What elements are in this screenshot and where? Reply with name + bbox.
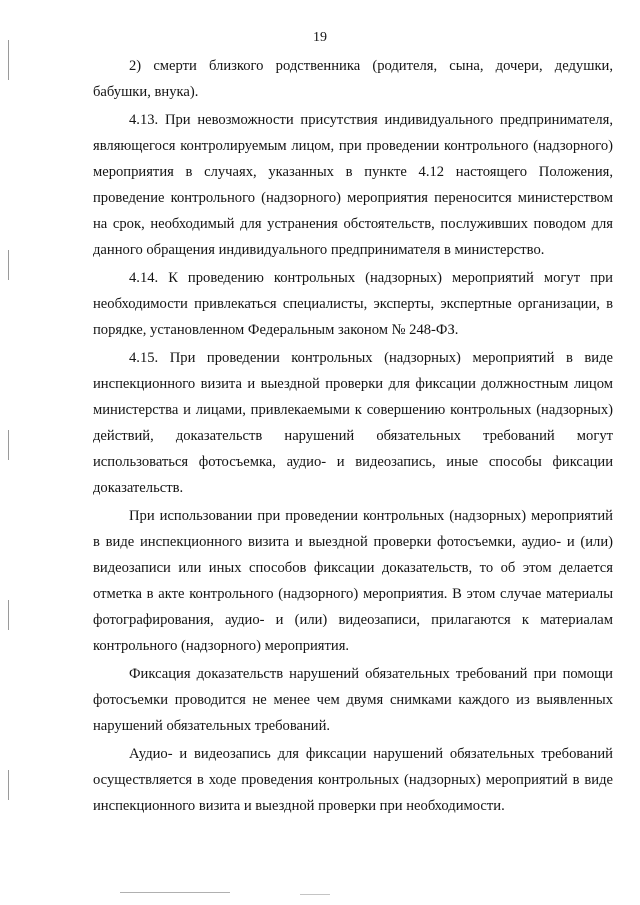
paragraph-photo-fixation: Фиксация доказательств нарушений обязательных требований при помощи фотосъемки проводится не менее чем двумя снимками каждого из выявленных нарушений обязательных требований. (93, 666, 613, 734)
paragraph-item-2: 2) смерти близкого родственника (родителя, сына, дочери, дедушки, бабушки, внука). (93, 58, 613, 100)
paragraph-4-13: 4.13. При невозможности присутствия индивидуального предпринимателя, являющегося контролируемым лицом, при проведении контрольного (надзорного) мероприятия в случаях, указанных в пункте 4.12 настоящего Положения, проведение контрольного (надзорного) мероприятия переносится министерством на срок, необходимый для устранения обстоятельств, послуживших поводом для данного обращения индивидуального предпринимателя в министерство. (93, 112, 613, 258)
document-body (93, 53, 613, 819)
scan-artifact-line (120, 892, 230, 893)
scan-artifact-line (8, 770, 9, 800)
scan-artifact-line (8, 430, 9, 460)
scan-artifact-line (8, 250, 9, 280)
scan-artifact-line (8, 40, 9, 80)
paragraph-4-15: 4.15. При проведении контрольных (надзорных) мероприятий в виде инспекционного визита и выездной проверки для фиксации должностным лицом министерства и лицами, привлекаемыми к совершению контрольных (надзорных) действий, доказательств нарушений обязательных требований могут использоваться фотосъемка, аудио- и видеозапись, иные способы фиксации доказательств. (93, 350, 613, 496)
scan-artifact-line (300, 894, 330, 895)
paragraph-4-14: 4.14. К проведению контрольных (надзорных) мероприятий могут при необходимости привлекаться специалисты, эксперты, экспертные организации, в порядке, установленном Федеральным законом № 248-ФЗ. (93, 270, 613, 338)
paragraph-recording-usage: При использовании при проведении контрольных (надзорных) мероприятий в виде инспекционного визита и выездной проверки фотосъемки, аудио- и (или) видеозаписи или иных способов фиксации доказательств, то об этом делается отметка в акте контрольного (надзорного) мероприятия. В этом случае материалы фотографирования, аудио- и (или) видеозаписи, прилагаются к материалам контрольного (надзорного) мероприятия. (93, 508, 613, 654)
scan-artifact-line (8, 600, 9, 630)
page-number: 19 (313, 30, 327, 45)
paragraph-audio-video: Аудио- и видеозапись для фиксации нарушений обязательных требований осуществляется в ходе проведения контрольных (надзорных) мероприятий в виде инспекционного визита и выездной проверки при необходимости. (93, 746, 613, 814)
